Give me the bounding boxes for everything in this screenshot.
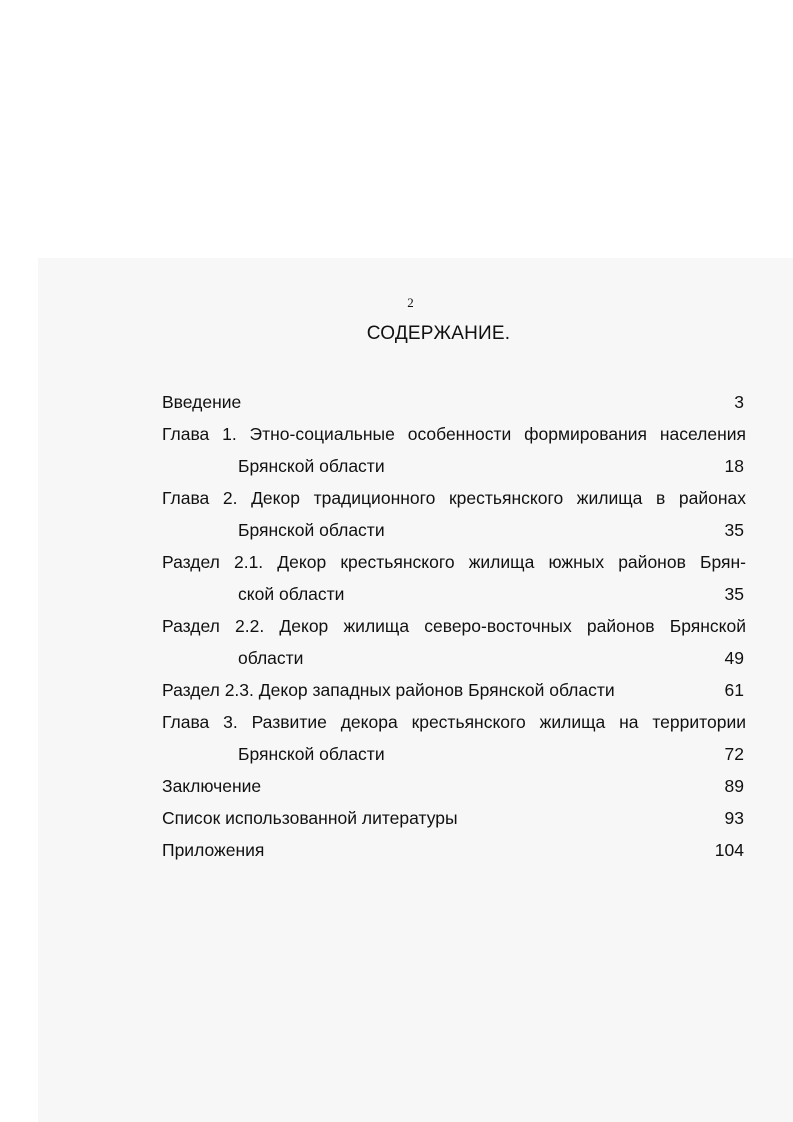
page-title: СОДЕРЖАНИЕ. bbox=[366, 323, 511, 344]
toc-entry-page: 61 bbox=[724, 680, 744, 700]
toc-entry-page: 35 bbox=[724, 584, 744, 604]
toc-entry-title: Раздел 2.3. Декор западных районов Брянской области bbox=[162, 680, 615, 700]
toc-entry-chapter-1 bbox=[162, 418, 746, 482]
toc-entry-section-2-2 bbox=[162, 610, 746, 674]
toc-entry-section-2-1 bbox=[162, 546, 746, 610]
toc-entry-title: Введение bbox=[162, 392, 242, 412]
toc-entry-title-continued: Брянской области bbox=[238, 744, 385, 764]
toc-entry-title-continued: ской области bbox=[238, 584, 345, 604]
toc-entry-title: Приложения bbox=[162, 840, 265, 860]
toc-entry-page: 104 bbox=[714, 840, 744, 860]
toc-entry-page: 49 bbox=[724, 648, 744, 668]
page-number: 2 bbox=[407, 295, 414, 310]
toc-entry-title: Глава 3. Развитие декора крестьянского жилища на территории bbox=[162, 712, 746, 732]
toc-entry-appendices bbox=[162, 834, 746, 866]
toc-entry-title: Глава 2. Декор традиционного крестьянского жилища в районах bbox=[162, 488, 746, 508]
toc-entry-page: 89 bbox=[724, 776, 744, 796]
toc-entry-page: 72 bbox=[724, 744, 744, 764]
toc-entry-page: 93 bbox=[724, 808, 744, 828]
table-of-contents bbox=[162, 386, 746, 866]
toc-entry-introduction bbox=[162, 386, 746, 418]
toc-entry-title: Раздел 2.1. Декор крестьянского жилища южных районов Брян- bbox=[162, 552, 746, 572]
toc-entry-title: Заключение bbox=[162, 776, 262, 796]
toc-entry-title: Список использованной литературы bbox=[162, 808, 458, 828]
toc-entry-page: 3 bbox=[734, 392, 744, 412]
toc-entry-chapter-3 bbox=[162, 706, 746, 770]
toc-entry-title-continued: Брянской области bbox=[238, 520, 385, 540]
toc-entry-bibliography bbox=[162, 802, 746, 834]
toc-entry-conclusion bbox=[162, 770, 746, 802]
toc-entry-page: 18 bbox=[724, 456, 744, 476]
toc-entry-title: Глава 1. Этно-социальные особенности формирования населения bbox=[162, 424, 746, 444]
toc-entry-title-continued: области bbox=[238, 648, 304, 668]
toc-entry-title-continued: Брянской области bbox=[238, 456, 385, 476]
toc-entry-section-2-3 bbox=[162, 674, 746, 706]
toc-entry-chapter-2 bbox=[162, 482, 746, 546]
toc-entry-page: 35 bbox=[724, 520, 744, 540]
toc-entry-title: Раздел 2.2. Декор жилища северо-восточных районов Брянской bbox=[162, 616, 746, 636]
